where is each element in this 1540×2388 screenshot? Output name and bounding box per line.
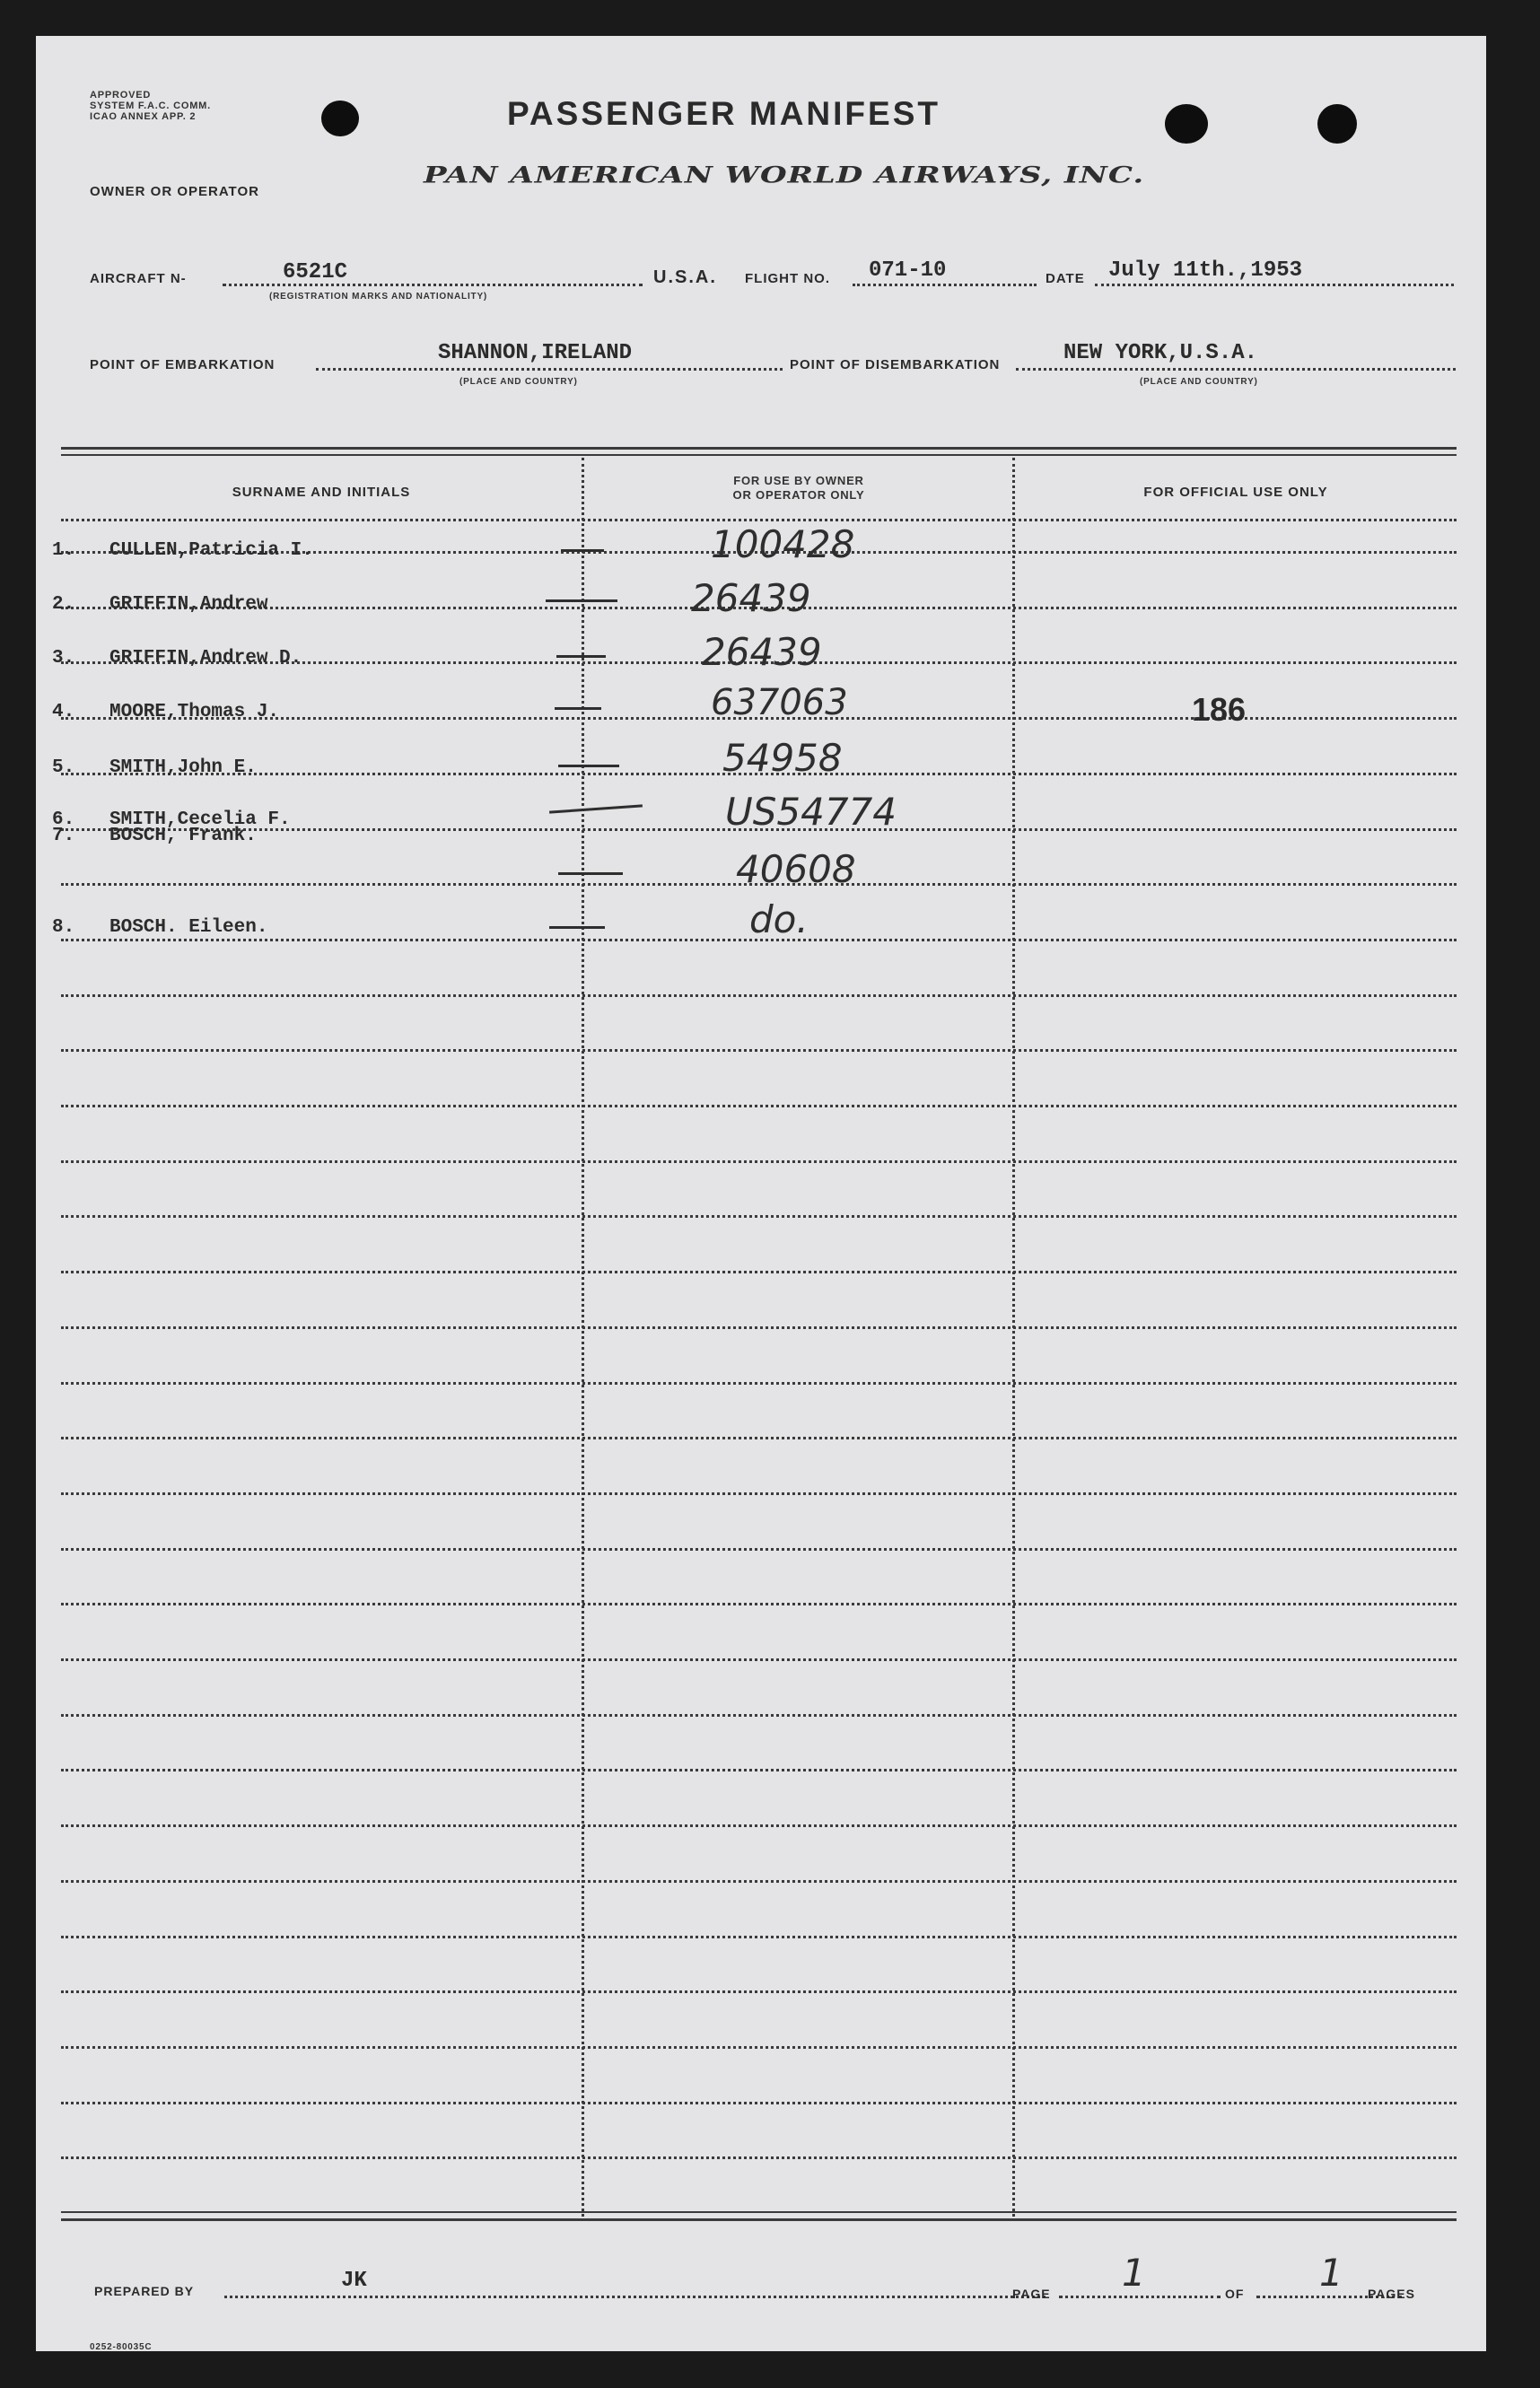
embarkation-caption: (PLACE AND COUNTRY): [459, 377, 578, 387]
ruled-line: [61, 1603, 1457, 1605]
pages-label: PAGES: [1368, 2287, 1415, 2301]
passenger-name: BOSCH, Frank.: [109, 826, 257, 846]
flight-label: FLIGHT NO.: [745, 271, 830, 286]
ruled-line: [61, 2046, 1457, 2049]
page-title: PASSENGER MANIFEST: [507, 95, 941, 132]
form-number: 0252-80035C: [90, 2342, 153, 2351]
ticket-number: 100428: [711, 522, 855, 566]
approval-line: ICAO ANNEX APP. 2: [90, 111, 197, 122]
ruled-line: [61, 1492, 1457, 1495]
official-entry: 186: [1192, 691, 1247, 728]
ticket-number: 637063: [711, 682, 848, 723]
column-divider: [582, 458, 584, 2217]
ruled-line: [61, 1215, 1457, 1218]
ruled-line: [61, 1437, 1457, 1439]
punch-hole: [1165, 104, 1208, 144]
ruled-line: [61, 1105, 1457, 1107]
row-number: 4.: [52, 702, 75, 722]
ruled-line: [61, 1382, 1457, 1385]
ruled-line: [61, 2102, 1457, 2104]
col-operator-header: [585, 474, 1012, 503]
page-label: PAGE: [1012, 2287, 1051, 2301]
owner-label: OWNER OR OPERATOR: [90, 184, 259, 199]
registration-caption: (REGISTRATION MARKS AND NATIONALITY): [269, 292, 488, 302]
ticket-number: 54958: [722, 736, 843, 780]
ruled-line: [61, 1824, 1457, 1827]
approval-stamp: [90, 90, 211, 122]
ruled-line: [61, 1271, 1457, 1273]
ticket-number: 40608: [736, 847, 856, 891]
col-operator-line2: OR OPERATOR ONLY: [732, 488, 865, 502]
ruled-line: [61, 1990, 1457, 1993]
ticket-number: 26439: [691, 576, 811, 620]
total-pages: 1: [1319, 2251, 1343, 2295]
row-number: 6.: [52, 809, 75, 830]
row-number: 8.: [52, 917, 75, 938]
prepared-by-label: PREPARED BY: [94, 2284, 195, 2298]
passenger-name: MOORE,Thomas J.: [109, 702, 280, 722]
passenger-name: BOSCH. Eileen.: [109, 917, 268, 938]
col-surname-header: SURNAME AND INITIALS: [232, 485, 411, 500]
disembarkation-value: NEW YORK,U.S.A.: [1063, 341, 1258, 365]
ruled-line: [61, 1548, 1457, 1551]
date-label: DATE: [1046, 271, 1085, 286]
ruled-line: [61, 1714, 1457, 1717]
ruled-line: [61, 2156, 1457, 2159]
passenger-name: GRIFFIN,Andrew D.: [109, 648, 302, 669]
ticket-number: 26439: [702, 630, 822, 674]
ruled-line: [61, 1769, 1457, 1771]
prepared-by-value: JK: [341, 2269, 367, 2293]
aircraft-label: AIRCRAFT N-: [90, 271, 187, 286]
col-operator-line1: FOR USE BY OWNER: [733, 474, 864, 487]
embarkation-value: SHANNON,IRELAND: [438, 341, 633, 365]
flight-number: 071-10: [869, 258, 947, 283]
ruled-line: [61, 1049, 1457, 1052]
approval-line: SYSTEM F.A.C. COMM.: [90, 101, 211, 111]
passenger-name: CULLEN,Patricia I.: [109, 540, 313, 561]
ruled-line: [61, 1326, 1457, 1329]
ticket-number: do.: [749, 897, 809, 941]
passenger-name: SMITH,John E.: [109, 757, 257, 778]
disembarkation-label: POINT OF DISEMBARKATION: [790, 357, 1001, 372]
ticket-number: US54774: [725, 790, 897, 834]
header-rule: [61, 519, 1457, 521]
page-number: 1: [1122, 2251, 1146, 2295]
operator-name: PAN AMERICAN WORLD AIRWAYS, INC.: [424, 162, 1145, 188]
manifest-page: [36, 36, 1486, 2351]
row-number: 7.: [52, 826, 75, 846]
ruled-line: [61, 994, 1457, 997]
date-value: July 11th.,1953: [1108, 258, 1303, 283]
aircraft-number: 6521C: [283, 260, 348, 284]
embarkation-label: POINT OF EMBARKATION: [90, 357, 276, 372]
ruled-line: [61, 1936, 1457, 1938]
ruled-line: [61, 1160, 1457, 1163]
passenger-name: SMITH,Cecelia F.: [109, 809, 291, 830]
punch-hole: [321, 101, 359, 136]
column-divider: [1012, 458, 1015, 2217]
nationality: U.S.A.: [653, 267, 717, 287]
row-number: 1.: [52, 540, 75, 561]
col-official-header: FOR OFFICIAL USE ONLY: [1143, 485, 1328, 500]
approval-line: APPROVED: [90, 90, 152, 101]
row-number: 2.: [52, 594, 75, 615]
of-label: OF: [1225, 2287, 1245, 2301]
passenger-name: GRIFFIN,Andrew: [109, 594, 268, 615]
ruled-line: [61, 1658, 1457, 1661]
row-number: 3.: [52, 648, 75, 669]
row-number: 5.: [52, 757, 75, 778]
disembarkation-caption: (PLACE AND COUNTRY): [1140, 377, 1258, 387]
ruled-line: [61, 1880, 1457, 1883]
punch-hole: [1317, 104, 1357, 144]
